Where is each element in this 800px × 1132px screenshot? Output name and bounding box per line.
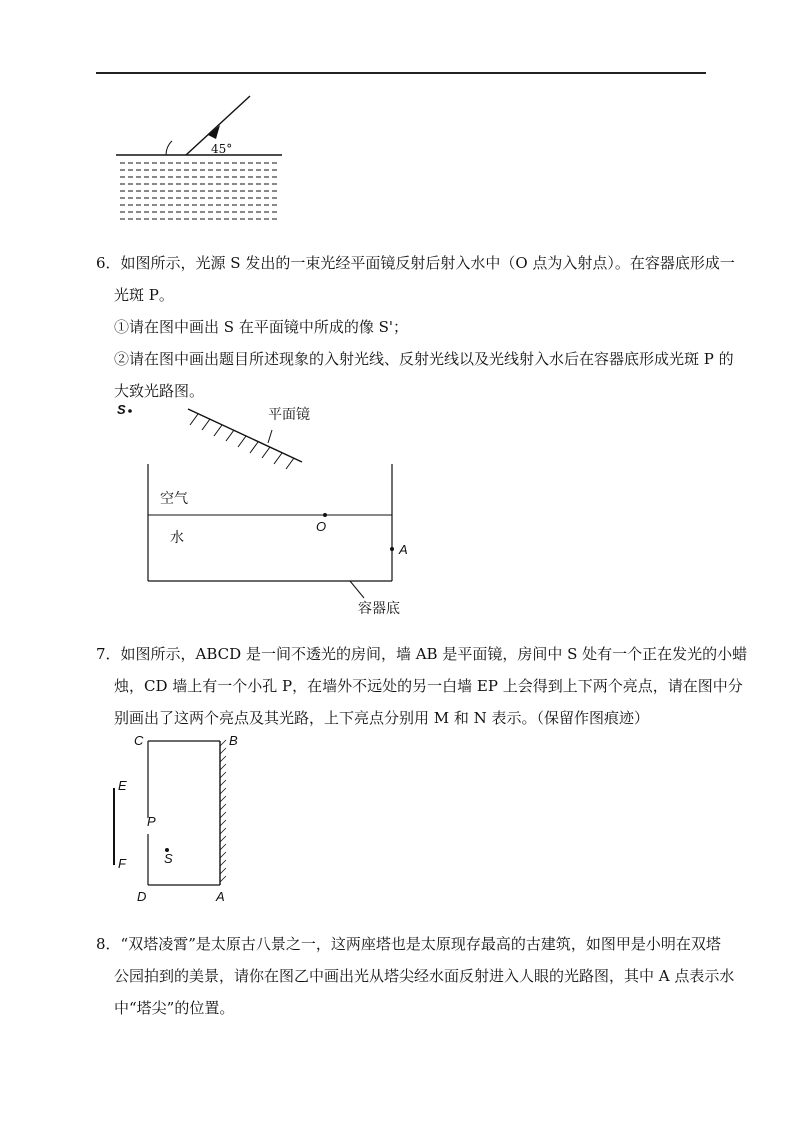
corner-a-label: A xyxy=(216,889,225,904)
arrow-icon xyxy=(208,125,220,139)
question-7-line: 7．如图所示，ABCD 是一间不透光的房间，墙 AB 是平面镜，房间中 S 处有一个正在发光的小蜡 xyxy=(96,645,748,663)
corner-c-label: C xyxy=(134,733,144,748)
candle-s-label: S xyxy=(164,851,173,866)
question-6-line: 6．如图所示，光源 S 发出的一束光经平面镜反射后射入水中（O 点为入射点）。在容器底形成一 xyxy=(96,254,735,272)
point-a xyxy=(390,547,394,551)
corner-d-label: D xyxy=(137,889,147,904)
point-o xyxy=(323,513,327,517)
point-o-label: O xyxy=(316,519,327,534)
figure-q7-room xyxy=(110,730,240,890)
figure-q6-mirror-container xyxy=(110,400,420,620)
question-8-line: 8．“双塔凌霄”是太原古八景之一，这两座塔也是太原现存最高的古建筑，如图甲是小明在双塔 xyxy=(96,935,721,953)
air-label: 空气 xyxy=(160,491,188,507)
hole-p-label: P xyxy=(147,814,156,829)
header-rule xyxy=(96,72,706,74)
question-6-line: ①请在图中画出 S 在平面镜中所成的像 S'； xyxy=(114,318,408,336)
corner-b-label: B xyxy=(229,733,238,748)
source-s-label: S xyxy=(117,402,126,417)
point-f-label: F xyxy=(118,856,126,871)
question-7-text xyxy=(96,638,748,734)
question-8-text xyxy=(96,928,735,1024)
question-7-line: 烛，CD 墙上有一个小孔 P，在墙外不远处的另一白墙 EP 上会得到上下两个亮点，请在图中分 xyxy=(114,677,743,695)
question-6-line: 大致光路图。 xyxy=(114,382,205,400)
question-8-line: 公园拍到的美景，请你在图乙中画出光从塔尖经水面反射进入人眼的光路图，其中 A 点表示水 xyxy=(114,967,735,985)
source-point xyxy=(128,409,132,413)
point-e-label: E xyxy=(118,778,127,793)
figure-q5-water-surface xyxy=(112,92,292,227)
point-a-label: A xyxy=(399,542,408,557)
water-label: 水 xyxy=(170,530,184,546)
question-7-line: 别画出了这两个亮点及其光路，上下亮点分别用 M 和 N 表示。（保留作图痕迹） xyxy=(114,709,650,727)
mirror-label: 平面镜 xyxy=(268,407,310,423)
question-6-line: 光斑 P。 xyxy=(114,286,174,304)
question-6-text xyxy=(96,247,735,407)
angle-label: 45° xyxy=(211,142,233,156)
container-bottom-label: 容器底 xyxy=(358,601,400,617)
question-8-line: 中“塔尖”的位置。 xyxy=(114,999,235,1017)
question-6-line: ②请在图中画出题目所述现象的入射光线、反射光线以及光线射入水后在容器底形成光斑 P 的 xyxy=(114,350,734,368)
